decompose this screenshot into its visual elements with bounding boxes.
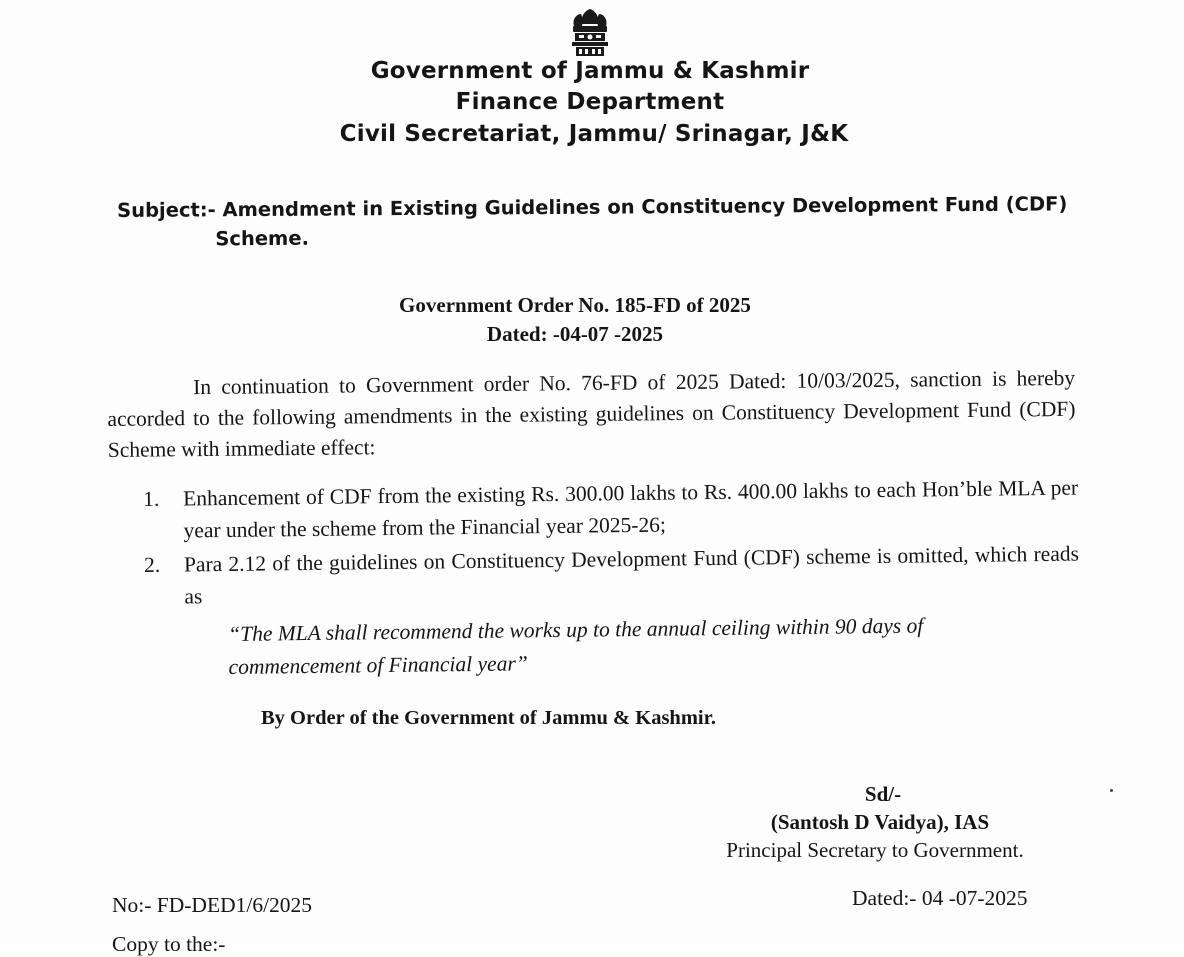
list-item-text: Enhancement of CDF from the existing Rs. 300.00 lakhs to Rs. 400.00 lakhs to each Hon’ble MLA per year under the scheme from the Financial year 2025-26;	[183, 475, 1079, 543]
scan-speck	[1110, 789, 1113, 792]
header-department: Finance Department	[455, 89, 725, 115]
subject-text-line2: Scheme.	[215, 226, 310, 251]
list-item	[144, 538, 1080, 613]
subject-block	[117, 189, 1077, 254]
order-date: Dated: -04-07 -2025	[486, 322, 664, 346]
subject-text-line1: Amendment in Existing Guidelines on Constituency Development Fund (CDF)	[222, 192, 1068, 222]
signatory-name: (Santosh D Vaidya), IAS	[770, 810, 990, 834]
header-government: Government of Jammu & Kashmir	[370, 58, 810, 84]
signatory-designation: Principal Secretary to Government.	[726, 838, 1024, 862]
quoted-para	[228, 608, 1059, 684]
copy-to-label: Copy to the:-	[112, 932, 226, 956]
list-item-number: 2.	[143, 552, 161, 577]
list-item	[143, 472, 1079, 547]
quote-line2: commencement of Financial year”	[228, 651, 528, 679]
quote-line1: “The MLA shall recommend the works up to the annual ceiling within 90 days of	[228, 613, 924, 646]
amendment-list	[143, 472, 1080, 615]
order-number: Government Order No. 185-FD of 2025	[399, 293, 751, 317]
header-address: Civil Secretariat, Jammu/ Srinagar, J&K	[339, 121, 849, 147]
reference-number: No:- FD-DED1/6/2025	[112, 893, 313, 917]
by-order-line: By Order of the Government of Jammu & Kashmir.	[261, 707, 716, 729]
list-item-text: Para 2.12 of the guidelines on Constituency Development Fund (CDF) scheme is omitted, which reads as	[183, 541, 1080, 609]
signature-sd: Sd/-	[864, 782, 902, 806]
state-emblem-icon	[562, 4, 618, 60]
footer-date: Dated:- 04 -07-2025	[852, 886, 1028, 910]
intro-paragraph: In continuation to Government order No. 76-FD of 2025 Dated: 10/03/2025, sanction is hereby accorded to the following amendments in the existing guidelines on Constituency Development Fund (CDF) Scheme with immediate effect:	[107, 365, 1076, 462]
subject-label: Subject:-	[117, 198, 216, 222]
list-item-number: 1.	[143, 486, 160, 511]
